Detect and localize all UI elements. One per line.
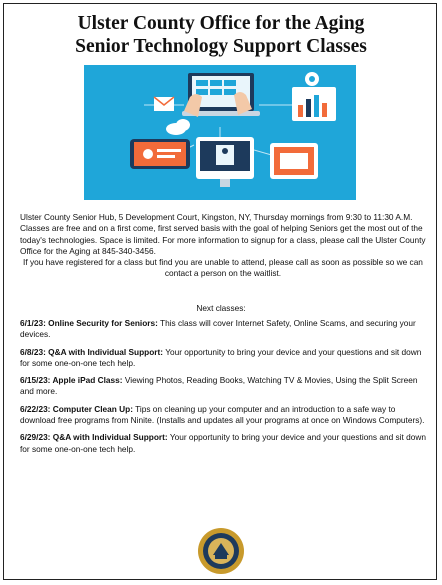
class-description: Viewing Photos, Reading Books, Watching TV & Movies, Using the Split Screen and more. [20, 375, 418, 397]
class-item [20, 404, 426, 427]
page-title: Ulster County Office for the Aging [77, 13, 365, 34]
monitor-icon [196, 137, 254, 187]
class-item [20, 347, 426, 370]
page-subtitle: Senior Technology Support Classes [75, 36, 367, 57]
class-heading: 6/1/23: Online Security for Seniors: [20, 318, 158, 328]
county-seal-icon [197, 527, 245, 575]
chart-icon [292, 87, 336, 121]
class-description: This class will cover Internet Safety, Online Scams, and securing your devices. [20, 318, 416, 340]
class-heading: 6/15/23: Apple iPad Class: [20, 375, 123, 386]
intro-details: Ulster County Senior Hub, 5 Development Court, Kingston, NY, Thursday mornings from 9:30 to 11:30 A.M. Classes are free and on a first come, first served basis with the goal of helping Seniors get the most out of the today's technologies. Space is limited. For more information to signup for a class, please call the Ulster County Office for the Aging at 845-340-3456. [20, 212, 426, 256]
mail-icon [154, 97, 174, 111]
class-item [20, 375, 426, 398]
class-description: Your opportunity to bring your device and your questions and sit down for some one-on-one tech help. [20, 346, 422, 368]
gear-icon [305, 72, 319, 86]
tablet-icon [270, 143, 318, 179]
class-item [20, 432, 426, 455]
next-classes-label: Next classes: [196, 303, 246, 313]
class-item [20, 318, 426, 341]
class-heading: 6/29/23: Q&A with Individual Support: [20, 432, 168, 443]
technology-illustration [84, 65, 356, 200]
waitlist-note: If you have registered for a class but find you are unable to attend, please call as soon as possible so we can contact a person on the waitlist. [23, 257, 423, 279]
cloud-icon [166, 119, 190, 135]
class-list [20, 318, 426, 461]
class-description: Your opportunity to bring your device and your questions and sit down for some one-on-one tech help. [20, 432, 426, 454]
class-heading: 6/22/23: Computer Clean Up: [20, 403, 133, 414]
class-description: Tips on cleaning up your computer and an introduction to a safe way to download free programs from Ninite. (Installs and updates all your programs at once on Windows Computers). [20, 403, 425, 426]
phone-icon [130, 139, 190, 169]
intro-paragraph [20, 212, 426, 280]
class-heading: 6/8/23: Q&A with Individual Support: [20, 346, 164, 357]
